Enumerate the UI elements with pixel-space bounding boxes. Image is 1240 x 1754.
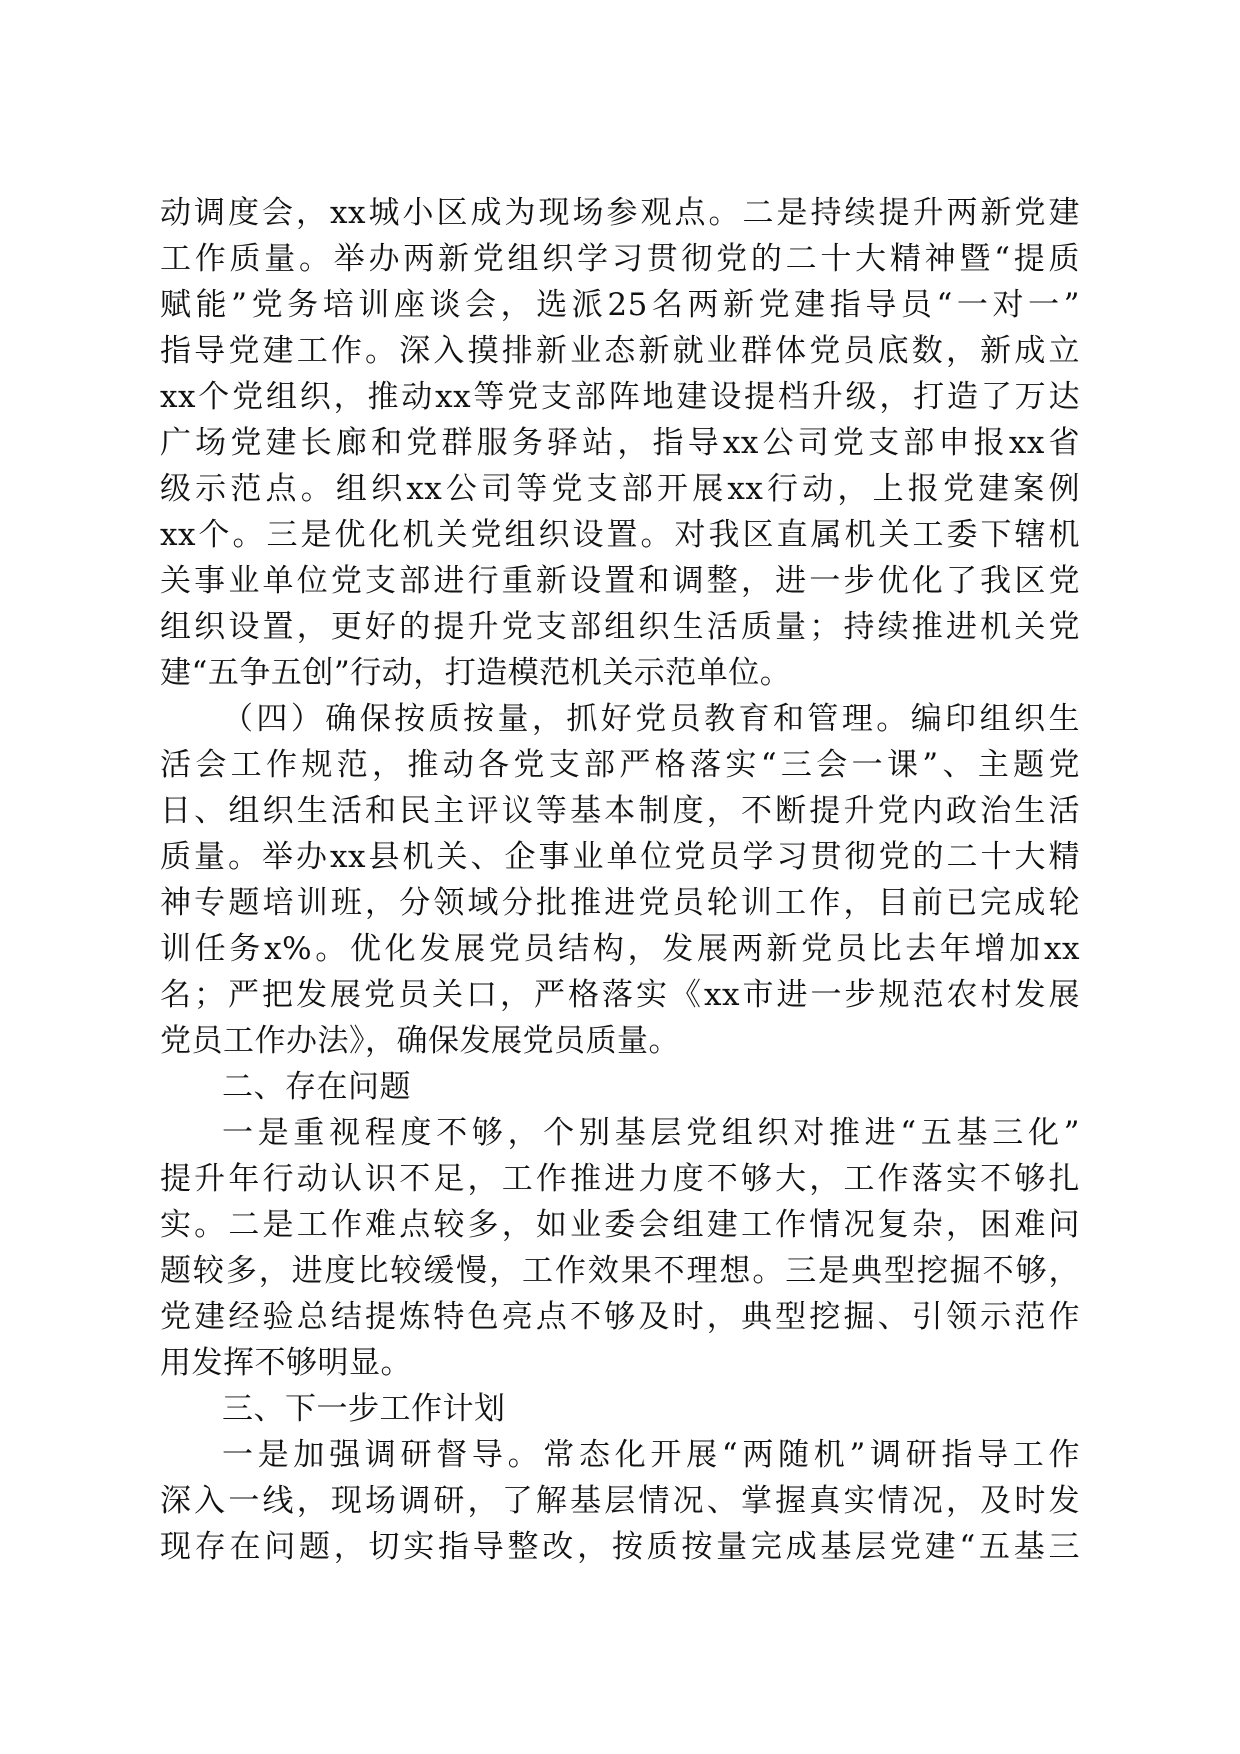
body-line: 神专题培训班，分领域分批推进党员轮训工作，目前已完成轮 (160, 885, 1080, 921)
body-line: 动调度会，xx城小区成为现场参观点。二是持续提升两新党建 (160, 195, 1080, 231)
paragraph-start-line: （四）确保按质按量，抓好党员教育和管理。编印组织生 (222, 701, 1080, 737)
body-line: xx个党组织，推动xx等党支部阵地建设提档升级，打造了万达 (160, 379, 1080, 415)
body-line: 训任务x%。优化发展党员结构，发展两新党员比去年增加xx (160, 931, 1080, 967)
body-line: 关事业单位党支部进行重新设置和调整，进一步优化了我区党 (160, 563, 1080, 599)
body-line: xx个。三是优化机关党组织设置。对我区直属机关工委下辖机 (160, 517, 1080, 553)
body-line: 题较多，进度比较缓慢，工作效果不理想。三是典型挖掘不够， (160, 1253, 1080, 1289)
body-line: 提升年行动认识不足，工作推进力度不够大，工作落实不够扎 (160, 1161, 1080, 1197)
section-heading: 三、下一步工作计划 (222, 1391, 506, 1427)
body-line: 建“五争五创”行动，打造模范机关示范单位。 (160, 655, 792, 691)
body-line: 现存在问题，切实指导整改，按质按量完成基层党建“五基三 (160, 1529, 1080, 1565)
paragraph-start-line: 一是重视程度不够，个别基层党组织对推进“五基三化” (222, 1115, 1080, 1151)
body-line: 质量。举办xx县机关、企事业单位党员学习贯彻党的二十大精 (160, 839, 1080, 875)
paragraph-start-line: 一是加强调研督导。常态化开展“两随机”调研指导工作 (222, 1437, 1080, 1473)
body-line: 工作质量。举办两新党组织学习贯彻党的二十大精神暨“提质 (160, 241, 1080, 277)
body-line: 活会工作规范，推动各党支部严格落实“三会一课”、主题党 (160, 747, 1080, 783)
body-line: 日、组织生活和民主评议等基本制度，不断提升党内政治生活 (160, 793, 1080, 829)
document-body (160, 190, 1080, 1570)
body-line: 党建经验总结提炼特色亮点不够及时，典型挖掘、引领示范作 (160, 1299, 1080, 1335)
body-line: 指导党建工作。深入摸排新业态新就业群体党员底数，新成立 (160, 333, 1080, 369)
body-line: 广场党建长廊和党群服务驿站，指导xx公司党支部申报xx省 (160, 425, 1080, 461)
body-line: 名；严把发展党员关口，严格落实《xx市进一步规范农村发展 (160, 977, 1080, 1013)
body-line: 深入一线，现场调研，了解基层情况、掌握真实情况，及时发 (160, 1483, 1080, 1519)
body-line: 赋能”党务培训座谈会，选派25名两新党建指导员“一对一” (160, 287, 1080, 323)
body-line: 实。二是工作难点较多，如业委会组建工作情况复杂，困难问 (160, 1207, 1080, 1243)
body-line: 党员工作办法》，确保发展党员质量。 (160, 1023, 680, 1059)
section-heading: 二、存在问题 (222, 1069, 411, 1105)
body-line: 级示范点。组织xx公司等党支部开展xx行动，上报党建案例 (160, 471, 1080, 507)
body-line: 组织设置，更好的提升党支部组织生活质量；持续推进机关党 (160, 609, 1080, 645)
body-line: 用发挥不够明显。 (160, 1345, 412, 1381)
